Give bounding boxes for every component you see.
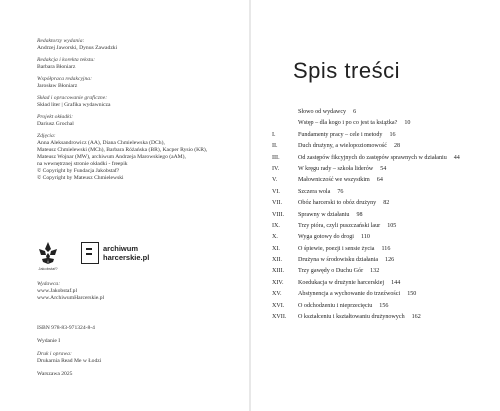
- toc-entry: [272, 223, 472, 231]
- toc-entry-title: Fundamenty pracy – cele i metody: [298, 131, 383, 138]
- toc-entry-page: 144: [391, 279, 401, 286]
- credit-value: na wewnętrznej stronie okładki - freepik: [37, 161, 128, 167]
- isbn: ISBN 978-83-971324-8-4: [37, 325, 95, 331]
- jakobstaf-logo-text: Jakobstaf?: [38, 266, 58, 271]
- archiwum-harcerskie-logo: [81, 242, 171, 268]
- edition: Wydanie I: [37, 338, 61, 344]
- toc-entry-title: W kręgu rady – szkoła liderów: [298, 165, 374, 172]
- toc-entry: [272, 246, 472, 254]
- publisher-link: www.Jakobstaf.pl: [37, 288, 78, 294]
- toc-entry: [272, 234, 472, 242]
- toc-entry-title: Słowo od wydawcy: [298, 109, 347, 115]
- toc-entry-number: VI.: [272, 188, 280, 195]
- toc-entry-title: Duch drużyny, a wielopoziomowość: [298, 143, 387, 150]
- toc-entry-title: Trzy pióra, czyli puszczański laur: [298, 222, 381, 229]
- toc-entry: [272, 212, 472, 220]
- toc-entry: [272, 189, 472, 197]
- copyright-line: © Copyright by Mateusz Chmielewski: [37, 175, 124, 181]
- credit-label: Zdjęcia:: [37, 133, 56, 139]
- credit-value: Skład liter | Grafika wydawnicza: [37, 102, 111, 108]
- toc-entry-page: 110: [361, 234, 370, 241]
- toc-entry-number: XII.: [272, 257, 282, 264]
- archiwum-logo-line2: harcerskie.pl: [103, 253, 150, 262]
- toc-entry-title: Obóz harcerski to obóz drużyny: [298, 200, 377, 207]
- toc-entry-page: 16: [389, 131, 396, 138]
- printer: Drukarnia Read Me w Łodzi: [37, 358, 102, 364]
- credit-value: Barbara Błoniarz: [37, 64, 76, 70]
- toc-entry-title: Sprawny w działaniu: [298, 211, 350, 218]
- toc-entry-number: III.: [272, 154, 280, 161]
- toc-entry-page: 105: [387, 222, 397, 229]
- toc-entry: [272, 200, 472, 208]
- credit-label: Redakcja i korekta tekstu:: [37, 57, 96, 63]
- toc-entry-number: IX.: [272, 222, 280, 229]
- toc-entry-number: X.: [272, 234, 278, 241]
- publisher-logos: [36, 241, 246, 275]
- toc-entry-page: 10: [404, 120, 411, 127]
- credit-value: Anna Aleksandrowicz (AA), Diana Chmielewska (DCh),: [37, 140, 165, 146]
- toc-entry-page: 64: [376, 177, 383, 184]
- toc-entry-page: 132: [370, 268, 380, 275]
- toc-entry-title: Szczera wola: [298, 188, 331, 195]
- credit-value: Dariusz Grochal: [37, 121, 74, 127]
- toc-entry-number: XVII.: [272, 314, 287, 321]
- toc-entry-number: VIII.: [272, 211, 285, 218]
- toc-entry-page: 150: [407, 291, 417, 298]
- toc-entry-page: 116: [381, 245, 391, 252]
- toc-entry: [272, 177, 472, 185]
- toc-entry: [272, 166, 472, 174]
- toc-entry-title: Abstynencja a wychowanie do trzeźwości: [298, 291, 401, 298]
- toc-entry: [272, 257, 472, 265]
- copyright-line: © Copyright by Fundacja Jakobstaf?: [37, 168, 120, 174]
- toc-entry-page: 126: [385, 257, 395, 264]
- toc-entry: [272, 291, 472, 299]
- publisher-block: [37, 281, 104, 302]
- toc-entry-title: O odchodzeniu i nieprzecięciu: [298, 302, 373, 309]
- place-year: Warszawa 2025: [37, 371, 73, 377]
- toc-entry-number: VII.: [272, 200, 282, 207]
- toc-entry-page: 76: [337, 188, 344, 195]
- toc-entry-page: 6: [353, 109, 357, 115]
- toc-entry-page: 54: [380, 165, 387, 172]
- publisher-label: Wydawca:: [37, 281, 61, 287]
- toc-entry: [272, 109, 472, 117]
- credit-block-cooperation: [37, 76, 242, 90]
- toc-entry-title: Trzy gawędy o Duchu Gór: [298, 268, 364, 275]
- toc-entry: [272, 132, 472, 140]
- credit-block-cover: [37, 114, 242, 128]
- toc-entry-page: 82: [383, 200, 390, 207]
- toc-entry: [272, 314, 472, 322]
- credit-label: Skład i opracowanie graficzne:: [37, 95, 108, 101]
- toc-entry-number: XV.: [272, 291, 282, 298]
- toc-entry: [272, 268, 472, 276]
- credit-block-proofreading: [37, 57, 242, 71]
- toc-entry: [272, 280, 472, 288]
- toc-entry-number: I.: [272, 131, 276, 138]
- toc-entry-title: O śpiewie, poezji i sensie życia: [298, 245, 375, 252]
- toc-entry-title: Wstęp – dla kogo i po co jest ta książka?: [298, 120, 398, 127]
- toc-entry: [272, 120, 472, 128]
- toc-list: [272, 109, 472, 325]
- document-plus-icon: [81, 242, 99, 264]
- credit-block-typesetting: [37, 95, 242, 109]
- toc-entry-title: Koedukacja w drużynie harcerskiej: [298, 279, 385, 286]
- toc-entry-page: 98: [356, 211, 363, 218]
- toc-title: Spis treści: [293, 58, 400, 83]
- toc-entry-page: 162: [411, 314, 421, 321]
- toc-entry-title: O kształceniu i kształtowaniu drużynowych: [298, 314, 405, 321]
- toc-entry: [272, 143, 472, 151]
- credit-value: Mateusz Wojnar (MW), archiwum Andrzeja Marowskiego (aAM),: [37, 154, 186, 160]
- toc-entry-number: XVI.: [272, 302, 285, 309]
- credit-label: Projekt okładki:: [37, 114, 73, 120]
- toc-entry-title: Małowniczość we wszystkim: [298, 177, 370, 184]
- toc-entry-title: Od zastępów fikcyjnych do zastępów sprawnych w działaniu: [298, 154, 447, 161]
- toc-entry-page: 28: [393, 143, 401, 150]
- toc-entry-number: XI.: [272, 245, 280, 252]
- toc-entry-number: XIV.: [272, 279, 284, 286]
- credit-value: Jarosław Błoniarz: [37, 83, 78, 89]
- toc-entry-number: IV.: [272, 165, 280, 172]
- archiwum-logo-text: [103, 244, 149, 262]
- toc-entry-number: II.: [272, 143, 278, 150]
- print-label: Druk i oprawa:: [37, 351, 72, 357]
- toc-entry-title: Drużyna w środowisku działania: [298, 257, 379, 264]
- toc-entry-page: 156: [379, 302, 389, 309]
- credit-block-photos: [37, 133, 242, 182]
- publisher-link: www.ArchiwumHarcerskie.pl: [37, 295, 105, 301]
- toc-entry-title: Wyga gotowy do drogi: [298, 234, 354, 241]
- credit-value: Andrzej Jaworski, Dynus Zawadzki: [37, 45, 118, 51]
- credit-block-editors: [37, 38, 242, 52]
- credit-label: Redaktorzy wydania:: [37, 38, 85, 44]
- toc-entry: [272, 303, 472, 311]
- colophon: [37, 38, 242, 187]
- fleur-de-lis-icon: [36, 241, 60, 265]
- toc-entry-number: XIII.: [272, 268, 285, 275]
- jakobstaf-logo: [36, 241, 60, 271]
- archiwum-logo-line1: archiwum: [103, 244, 139, 253]
- credit-label: Współpraca redakcyjna:: [37, 76, 92, 82]
- toc-entry-page: 44: [453, 154, 460, 161]
- imprint-block: [37, 325, 101, 378]
- toc-entry-number: V.: [272, 177, 278, 184]
- credit-value: Mateusz Chmielewski (MCh), Barbara Różańska (BR), Kacper Rysio (KR),: [37, 147, 208, 153]
- toc-entry: [272, 155, 472, 163]
